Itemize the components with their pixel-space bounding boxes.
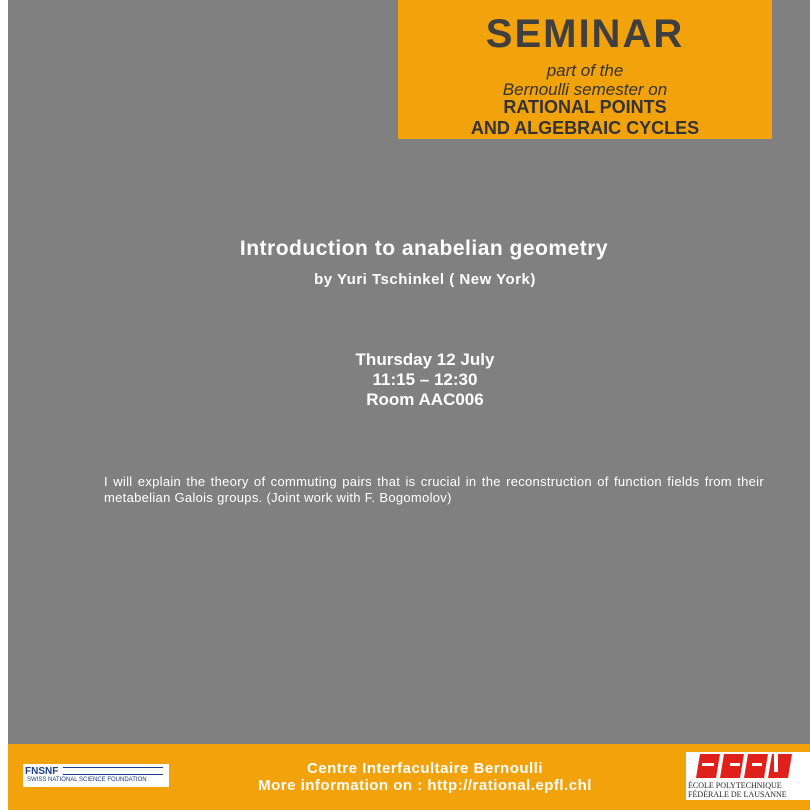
epfl-logo-text — [688, 781, 787, 799]
footer-more-info: More information on : http://rational.epfl.chl — [258, 777, 592, 794]
epfl-line-1: ÉCOLE POLYTECHNIQUE — [688, 781, 782, 790]
footer-centre-name: Centre Interfacultaire Bernoulli — [306, 760, 544, 777]
snsf-rule — [63, 767, 163, 775]
talk-time: 11:15 – 12:30 — [372, 370, 478, 389]
epfl-line-2: FÉDÉRALE DE LAUSANNE — [688, 790, 787, 799]
epfl-logo-mark — [686, 752, 810, 780]
talk-title: Introduction to anabelian geometry — [239, 237, 609, 260]
talk-room: Room AAC006 — [366, 390, 484, 409]
semester-text: Bernoulli semester on — [502, 80, 668, 99]
talk-schedule — [0, 350, 810, 410]
seminar-header — [398, 0, 772, 139]
part-of-text: part of the — [546, 61, 624, 80]
snsf-subtitle: SWISS NATIONAL SCIENCE FOUNDATION — [27, 777, 147, 783]
talk-speaker: by Yuri Tschinkel ( New York) — [314, 271, 536, 288]
topic-line-2: AND ALGEBRAIC CYCLES — [470, 118, 700, 138]
snsf-mark: FNSNF — [25, 766, 59, 777]
talk-abstract: I will explain the theory of commuting pairs that is crucial in the reconstruction of function fields from their metabelian Galois groups. (Joint work with F. Bogomolov) — [104, 474, 764, 505]
topic-line-1: RATIONAL POINTS — [503, 97, 667, 117]
seminar-heading: SEMINAR — [485, 12, 685, 56]
snsf-logo — [23, 764, 169, 787]
talk-day: Thursday 12 July — [355, 350, 495, 369]
epfl-logo — [686, 752, 810, 800]
